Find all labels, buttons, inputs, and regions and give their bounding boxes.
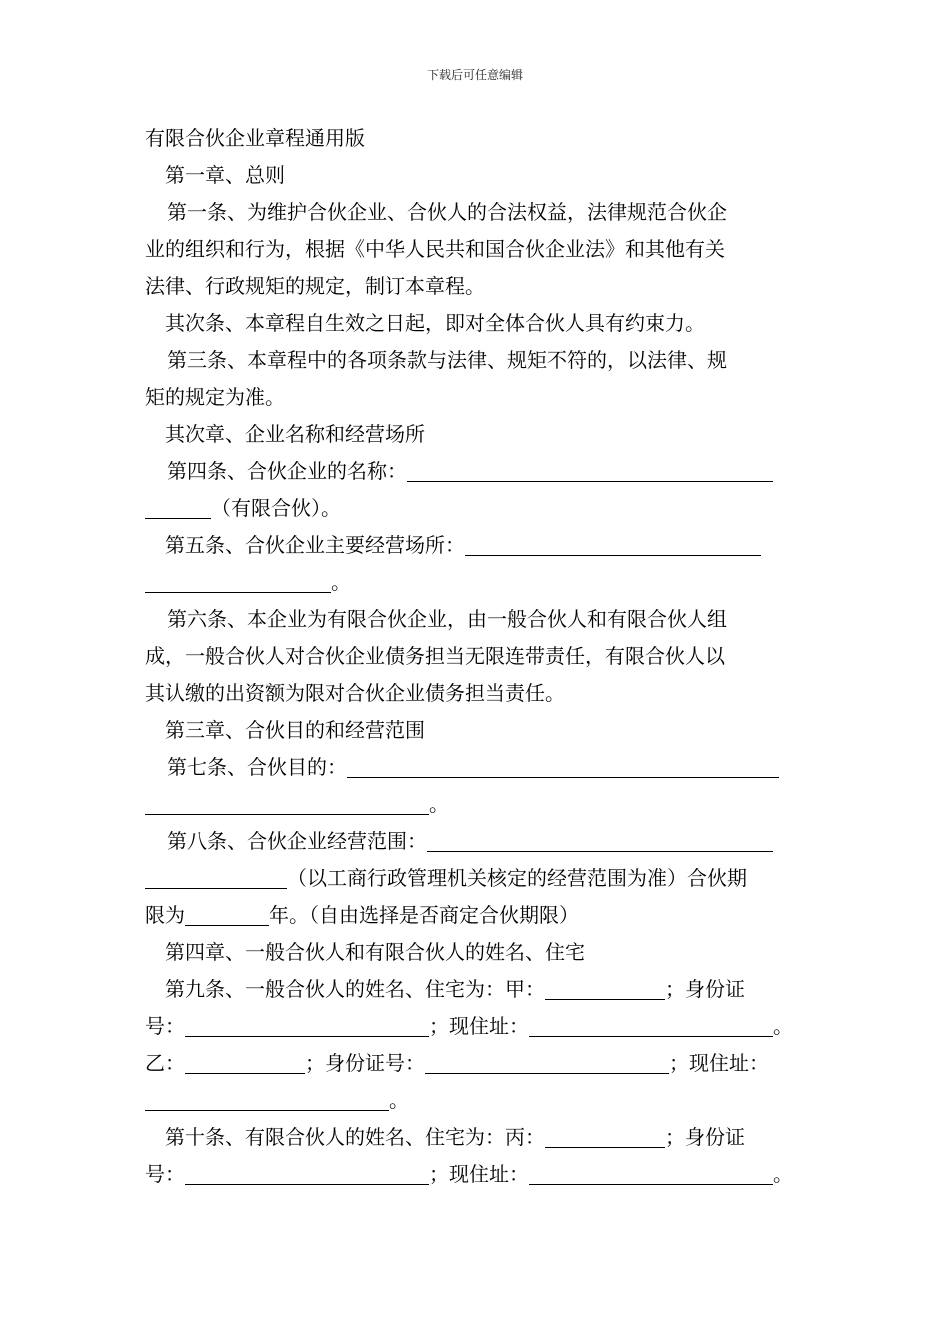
article-6-line-1: 第六条、本企业为有限合伙企业，由一般合伙人和有限合伙人组	[167, 607, 727, 631]
period-mark: 。	[773, 1162, 793, 1186]
article-1-line-1: 第一条、为维护合伙企业、合伙人的合法权益，法律规范合伙企	[167, 200, 727, 224]
years-blank[interactable]	[185, 903, 269, 926]
page-header: 下载后可任意编辑	[426, 68, 523, 82]
id-suffix: ；身份证	[665, 977, 745, 1001]
article-7-line-1	[145, 749, 815, 786]
article-5-line-1	[145, 527, 815, 564]
article-10-label: 第十条、有限合伙人的姓名、住宅为：丙：	[165, 1125, 545, 1149]
article-6-line-3: 其认缴的出资额为限对合伙企业债务担当责任。	[145, 681, 565, 705]
partner-c-name-blank[interactable]	[545, 1125, 665, 1148]
company-name-blank[interactable]	[407, 459, 773, 482]
article-10-line-2	[145, 1156, 815, 1193]
article-4-line-1	[145, 453, 815, 490]
id-label: ；身份证号：	[305, 1051, 425, 1075]
article-2: 其次条、本章程自生效之日起，即对全体合伙人具有约束力。	[165, 311, 705, 335]
partner-c-id-blank[interactable]	[185, 1162, 429, 1185]
scope-blank-cont[interactable]	[145, 866, 287, 889]
purpose-blank-cont[interactable]	[145, 792, 429, 815]
partner-b-label: 乙：	[145, 1051, 185, 1075]
article-6-line-2: 成，一般合伙人对合伙企业债务担当无限连带责任，有限合伙人以	[145, 644, 725, 668]
article-5-label: 第五条、合伙企业主要经营场所：	[165, 533, 465, 557]
period-mark: 。	[773, 1014, 793, 1038]
article-8-note: （以工商行政管理机关核定的经营范围为准）合伙期	[287, 866, 747, 890]
id-suffix: ；身份证	[665, 1125, 745, 1149]
scope-blank[interactable]	[427, 829, 773, 852]
article-9-line-3	[145, 1045, 815, 1082]
period-mark: 。	[389, 1088, 409, 1112]
partner-a-name-blank[interactable]	[545, 977, 665, 1000]
purpose-blank[interactable]	[347, 755, 779, 778]
partner-a-id-blank[interactable]	[185, 1014, 429, 1037]
article-8-line-1	[145, 823, 815, 860]
article-8-label: 第八条、合伙企业经营范围：	[167, 829, 427, 853]
document-title: 有限合伙企业章程通用版	[145, 126, 365, 150]
address-label: ；现住址：	[429, 1162, 529, 1186]
article-4-suffix: （有限合伙）。	[211, 496, 341, 520]
period-mark: 。	[331, 570, 351, 594]
company-name-blank-cont[interactable]	[145, 496, 211, 519]
chapter-4-heading: 第四章、一般合伙人和有限合伙人的姓名、住宅	[165, 940, 585, 964]
address-label: ；现住址：	[669, 1051, 769, 1075]
article-9-label: 第九条、一般合伙人的姓名、住宅为：甲：	[165, 977, 545, 1001]
partner-c-address-blank[interactable]	[529, 1162, 773, 1185]
article-3-line-2: 矩的规定为准。	[145, 385, 285, 409]
article-4-line-2	[145, 490, 815, 527]
article-10-line-1	[145, 1119, 815, 1156]
address-label: ；现住址：	[429, 1014, 529, 1038]
article-1-line-3: 法律、行政规矩的规定，制订本章程。	[145, 274, 485, 298]
id-prefix: 号：	[145, 1014, 185, 1038]
chapter-2-heading: 其次章、企业名称和经营场所	[165, 422, 425, 446]
period-mark: 。	[429, 792, 449, 816]
article-8-line-3	[145, 897, 815, 934]
article-1-line-2: 业的组织和行为，根据《中华人民共和国合伙企业法》和其他有关	[145, 237, 725, 261]
article-9-line-4	[145, 1082, 815, 1119]
article-4-label: 第四条、合伙企业的名称：	[167, 459, 407, 483]
article-8-line-2	[145, 860, 815, 897]
article-7-line-2	[145, 786, 815, 823]
chapter-3-heading: 第三章、合伙目的和经营范围	[165, 718, 425, 742]
business-site-blank[interactable]	[465, 533, 761, 556]
years-suffix: 年。（自由选择是否商定合伙期限）	[269, 903, 579, 927]
years-prefix: 限为	[145, 903, 185, 927]
article-5-line-2	[145, 564, 815, 601]
partner-a-address-blank[interactable]	[529, 1014, 773, 1037]
business-site-blank-cont[interactable]	[145, 570, 331, 593]
chapter-1-heading: 第一章、总则	[165, 163, 285, 187]
id-prefix: 号：	[145, 1162, 185, 1186]
partner-b-id-blank[interactable]	[425, 1051, 669, 1074]
partner-b-name-blank[interactable]	[185, 1051, 305, 1074]
article-9-line-1	[145, 971, 815, 1008]
article-3-line-1: 第三条、本章程中的各项条款与法律、规矩不符的，以法律、规	[167, 348, 727, 372]
document-body	[145, 120, 815, 1193]
partner-b-address-blank[interactable]	[145, 1088, 389, 1111]
article-7-label: 第七条、合伙目的：	[167, 755, 347, 779]
article-9-line-2	[145, 1008, 815, 1045]
